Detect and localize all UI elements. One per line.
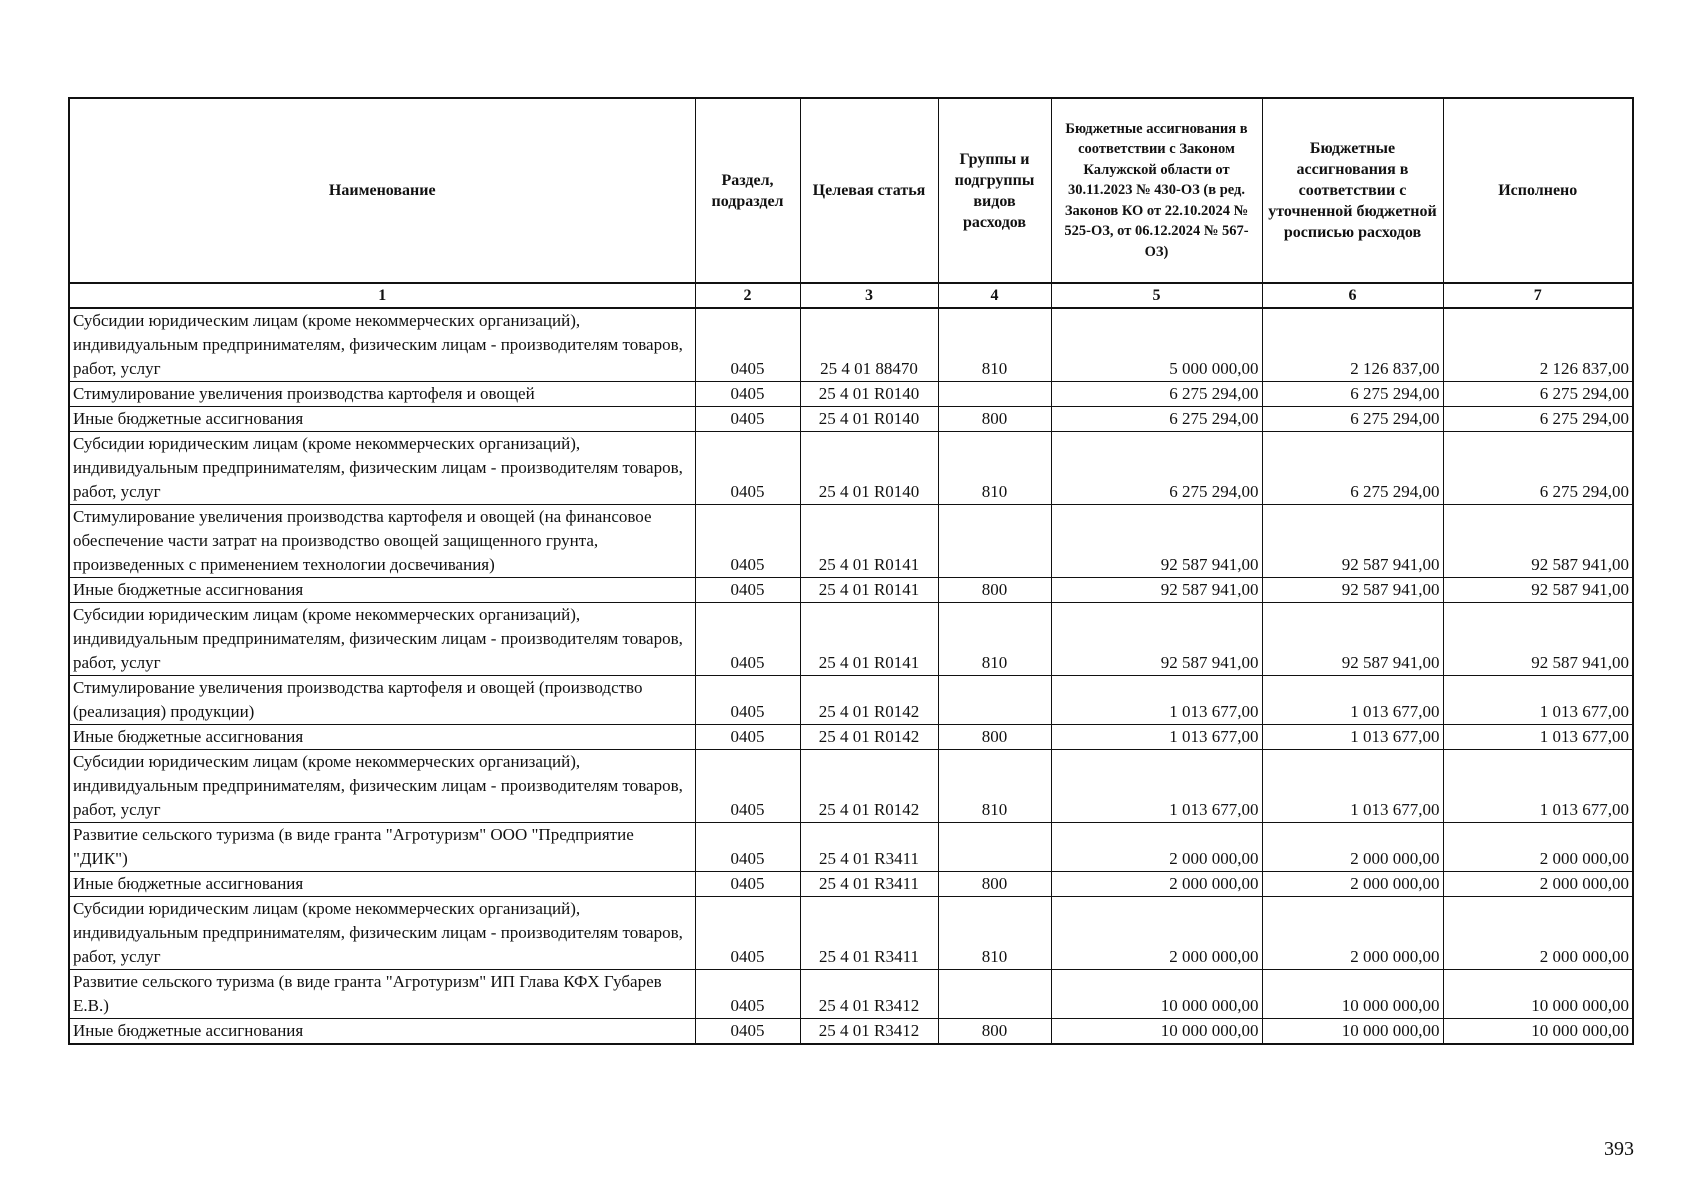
header-law-allocations: Бюджетные ассигнования в соответствии с Законом Калужской области от 30.11.2023 № 430-ОЗ (в ред. Законов КО от 22.10.2024 № 525-ОЗ, от 06.12.2024 № 567-ОЗ) bbox=[1051, 98, 1262, 283]
column-number: 4 bbox=[938, 283, 1051, 308]
header-refined-allocations: Бюджетные ассигнования в соответствии с уточненной бюджетной росписью расходов bbox=[1262, 98, 1443, 283]
cell-name: Развитие сельского туризма (в виде гранта "Агротуризм" ИП Глава КФХ Губарев Е.В.) bbox=[69, 970, 695, 1019]
cell-refined-allocation: 10 000 000,00 bbox=[1262, 970, 1443, 1019]
cell-executed: 2 000 000,00 bbox=[1443, 823, 1633, 872]
cell-target-article: 25 4 01 R3412 bbox=[800, 1019, 938, 1045]
column-number-row bbox=[69, 283, 1633, 308]
column-number: 5 bbox=[1051, 283, 1262, 308]
cell-law-allocation: 5 000 000,00 bbox=[1051, 308, 1262, 382]
column-number: 1 bbox=[69, 283, 695, 308]
cell-target-article: 25 4 01 R3411 bbox=[800, 872, 938, 897]
cell-name: Субсидии юридическим лицам (кроме некоммерческих организаций), индивидуальным предпринимателям, физическим лицам - производителям товаров, работ, услуг bbox=[69, 308, 695, 382]
column-number: 2 bbox=[695, 283, 800, 308]
cell-section: 0405 bbox=[695, 308, 800, 382]
cell-refined-allocation: 2 000 000,00 bbox=[1262, 823, 1443, 872]
column-number: 3 bbox=[800, 283, 938, 308]
cell-target-article: 25 4 01 R0140 bbox=[800, 382, 938, 407]
cell-section: 0405 bbox=[695, 407, 800, 432]
header-name: Наименование bbox=[69, 98, 695, 283]
cell-law-allocation: 1 013 677,00 bbox=[1051, 676, 1262, 725]
cell-section: 0405 bbox=[695, 750, 800, 823]
cell-target-article: 25 4 01 R0140 bbox=[800, 407, 938, 432]
cell-target-article: 25 4 01 R3412 bbox=[800, 970, 938, 1019]
cell-expense-group bbox=[938, 382, 1051, 407]
table-row bbox=[69, 578, 1633, 603]
header-executed: Исполнено bbox=[1443, 98, 1633, 283]
header-row bbox=[69, 98, 1633, 283]
table-row bbox=[69, 725, 1633, 750]
cell-section: 0405 bbox=[695, 432, 800, 505]
table-row bbox=[69, 505, 1633, 578]
cell-refined-allocation: 92 587 941,00 bbox=[1262, 578, 1443, 603]
cell-law-allocation: 92 587 941,00 bbox=[1051, 603, 1262, 676]
cell-executed: 1 013 677,00 bbox=[1443, 676, 1633, 725]
cell-expense-group: 810 bbox=[938, 308, 1051, 382]
cell-expense-group: 810 bbox=[938, 432, 1051, 505]
cell-law-allocation: 6 275 294,00 bbox=[1051, 407, 1262, 432]
cell-expense-group: 800 bbox=[938, 872, 1051, 897]
table-row bbox=[69, 407, 1633, 432]
table-row bbox=[69, 603, 1633, 676]
cell-expense-group bbox=[938, 505, 1051, 578]
cell-refined-allocation: 6 275 294,00 bbox=[1262, 432, 1443, 505]
cell-refined-allocation: 2 000 000,00 bbox=[1262, 872, 1443, 897]
cell-refined-allocation: 6 275 294,00 bbox=[1262, 382, 1443, 407]
cell-section: 0405 bbox=[695, 897, 800, 970]
cell-refined-allocation: 92 587 941,00 bbox=[1262, 505, 1443, 578]
cell-executed: 92 587 941,00 bbox=[1443, 578, 1633, 603]
cell-name: Развитие сельского туризма (в виде гранта "Агротуризм" ООО "Предприятие "ДИК") bbox=[69, 823, 695, 872]
cell-law-allocation: 10 000 000,00 bbox=[1051, 970, 1262, 1019]
table-body bbox=[69, 308, 1633, 1044]
cell-target-article: 25 4 01 R0141 bbox=[800, 578, 938, 603]
cell-name: Иные бюджетные ассигнования bbox=[69, 1019, 695, 1045]
table-row bbox=[69, 676, 1633, 725]
cell-name: Иные бюджетные ассигнования bbox=[69, 872, 695, 897]
cell-name: Субсидии юридическим лицам (кроме некоммерческих организаций), индивидуальным предпринимателям, физическим лицам - производителям товаров, работ, услуг bbox=[69, 432, 695, 505]
cell-executed: 6 275 294,00 bbox=[1443, 382, 1633, 407]
table-row bbox=[69, 750, 1633, 823]
page-number: 393 bbox=[1604, 1138, 1634, 1160]
cell-refined-allocation: 1 013 677,00 bbox=[1262, 676, 1443, 725]
cell-expense-group: 810 bbox=[938, 750, 1051, 823]
cell-name: Иные бюджетные ассигнования bbox=[69, 407, 695, 432]
cell-refined-allocation: 2 126 837,00 bbox=[1262, 308, 1443, 382]
column-number: 6 bbox=[1262, 283, 1443, 308]
cell-expense-group: 800 bbox=[938, 725, 1051, 750]
cell-law-allocation: 1 013 677,00 bbox=[1051, 750, 1262, 823]
cell-law-allocation: 2 000 000,00 bbox=[1051, 897, 1262, 970]
cell-refined-allocation: 10 000 000,00 bbox=[1262, 1019, 1443, 1045]
table-row bbox=[69, 432, 1633, 505]
cell-target-article: 25 4 01 R0142 bbox=[800, 750, 938, 823]
cell-target-article: 25 4 01 R3411 bbox=[800, 823, 938, 872]
cell-expense-group bbox=[938, 970, 1051, 1019]
cell-executed: 2 000 000,00 bbox=[1443, 872, 1633, 897]
cell-name: Иные бюджетные ассигнования bbox=[69, 578, 695, 603]
cell-name: Иные бюджетные ассигнования bbox=[69, 725, 695, 750]
cell-executed: 10 000 000,00 bbox=[1443, 1019, 1633, 1045]
cell-expense-group: 800 bbox=[938, 1019, 1051, 1045]
cell-name: Стимулирование увеличения производства картофеля и овощей (производство (реализация) продукции) bbox=[69, 676, 695, 725]
cell-expense-group bbox=[938, 676, 1051, 725]
cell-section: 0405 bbox=[695, 970, 800, 1019]
cell-section: 0405 bbox=[695, 578, 800, 603]
table-row bbox=[69, 1019, 1633, 1045]
table-row bbox=[69, 897, 1633, 970]
table-row bbox=[69, 823, 1633, 872]
cell-executed: 6 275 294,00 bbox=[1443, 407, 1633, 432]
cell-executed: 92 587 941,00 bbox=[1443, 603, 1633, 676]
cell-law-allocation: 2 000 000,00 bbox=[1051, 823, 1262, 872]
cell-name: Субсидии юридическим лицам (кроме некоммерческих организаций), индивидуальным предпринимателям, физическим лицам - производителям товаров, работ, услуг bbox=[69, 897, 695, 970]
cell-section: 0405 bbox=[695, 505, 800, 578]
cell-target-article: 25 4 01 R0141 bbox=[800, 603, 938, 676]
cell-section: 0405 bbox=[695, 603, 800, 676]
header-target-article: Целевая статья bbox=[800, 98, 938, 283]
cell-executed: 6 275 294,00 bbox=[1443, 432, 1633, 505]
cell-executed: 1 013 677,00 bbox=[1443, 750, 1633, 823]
budget-table bbox=[68, 97, 1634, 1045]
cell-refined-allocation: 1 013 677,00 bbox=[1262, 750, 1443, 823]
column-number: 7 bbox=[1443, 283, 1633, 308]
cell-expense-group: 810 bbox=[938, 603, 1051, 676]
cell-law-allocation: 2 000 000,00 bbox=[1051, 872, 1262, 897]
cell-law-allocation: 6 275 294,00 bbox=[1051, 382, 1262, 407]
cell-expense-group bbox=[938, 823, 1051, 872]
cell-refined-allocation: 2 000 000,00 bbox=[1262, 897, 1443, 970]
cell-law-allocation: 1 013 677,00 bbox=[1051, 725, 1262, 750]
cell-target-article: 25 4 01 R0142 bbox=[800, 725, 938, 750]
cell-law-allocation: 92 587 941,00 bbox=[1051, 505, 1262, 578]
cell-law-allocation: 92 587 941,00 bbox=[1051, 578, 1262, 603]
cell-executed: 10 000 000,00 bbox=[1443, 970, 1633, 1019]
cell-refined-allocation: 6 275 294,00 bbox=[1262, 407, 1443, 432]
cell-section: 0405 bbox=[695, 676, 800, 725]
cell-section: 0405 bbox=[695, 382, 800, 407]
cell-executed: 2 000 000,00 bbox=[1443, 897, 1633, 970]
cell-section: 0405 bbox=[695, 872, 800, 897]
cell-name: Субсидии юридическим лицам (кроме некоммерческих организаций), индивидуальным предпринимателям, физическим лицам - производителям товаров, работ, услуг bbox=[69, 750, 695, 823]
cell-law-allocation: 6 275 294,00 bbox=[1051, 432, 1262, 505]
cell-law-allocation: 10 000 000,00 bbox=[1051, 1019, 1262, 1045]
cell-name: Субсидии юридическим лицам (кроме некоммерческих организаций), индивидуальным предпринимателям, физическим лицам - производителям товаров, работ, услуг bbox=[69, 603, 695, 676]
cell-refined-allocation: 1 013 677,00 bbox=[1262, 725, 1443, 750]
cell-expense-group: 800 bbox=[938, 578, 1051, 603]
cell-target-article: 25 4 01 R0142 bbox=[800, 676, 938, 725]
table-row bbox=[69, 872, 1633, 897]
header-section: Раздел, подраздел bbox=[695, 98, 800, 283]
cell-executed: 1 013 677,00 bbox=[1443, 725, 1633, 750]
cell-name: Стимулирование увеличения производства картофеля и овощей (на финансовое обеспечение части затрат на производство овощей защищенного грунта, произведенных с применением технологии досвечивания) bbox=[69, 505, 695, 578]
cell-expense-group: 800 bbox=[938, 407, 1051, 432]
cell-refined-allocation: 92 587 941,00 bbox=[1262, 603, 1443, 676]
cell-section: 0405 bbox=[695, 725, 800, 750]
header-expense-group: Группы и подгруппы видов расходов bbox=[938, 98, 1051, 283]
cell-expense-group: 810 bbox=[938, 897, 1051, 970]
cell-name: Стимулирование увеличения производства картофеля и овощей bbox=[69, 382, 695, 407]
cell-executed: 92 587 941,00 bbox=[1443, 505, 1633, 578]
budget-table-container bbox=[68, 97, 1632, 1045]
cell-target-article: 25 4 01 R3411 bbox=[800, 897, 938, 970]
cell-target-article: 25 4 01 R0140 bbox=[800, 432, 938, 505]
table-row bbox=[69, 382, 1633, 407]
cell-target-article: 25 4 01 88470 bbox=[800, 308, 938, 382]
table-row bbox=[69, 308, 1633, 382]
cell-executed: 2 126 837,00 bbox=[1443, 308, 1633, 382]
cell-target-article: 25 4 01 R0141 bbox=[800, 505, 938, 578]
cell-section: 0405 bbox=[695, 823, 800, 872]
table-row bbox=[69, 970, 1633, 1019]
cell-section: 0405 bbox=[695, 1019, 800, 1045]
